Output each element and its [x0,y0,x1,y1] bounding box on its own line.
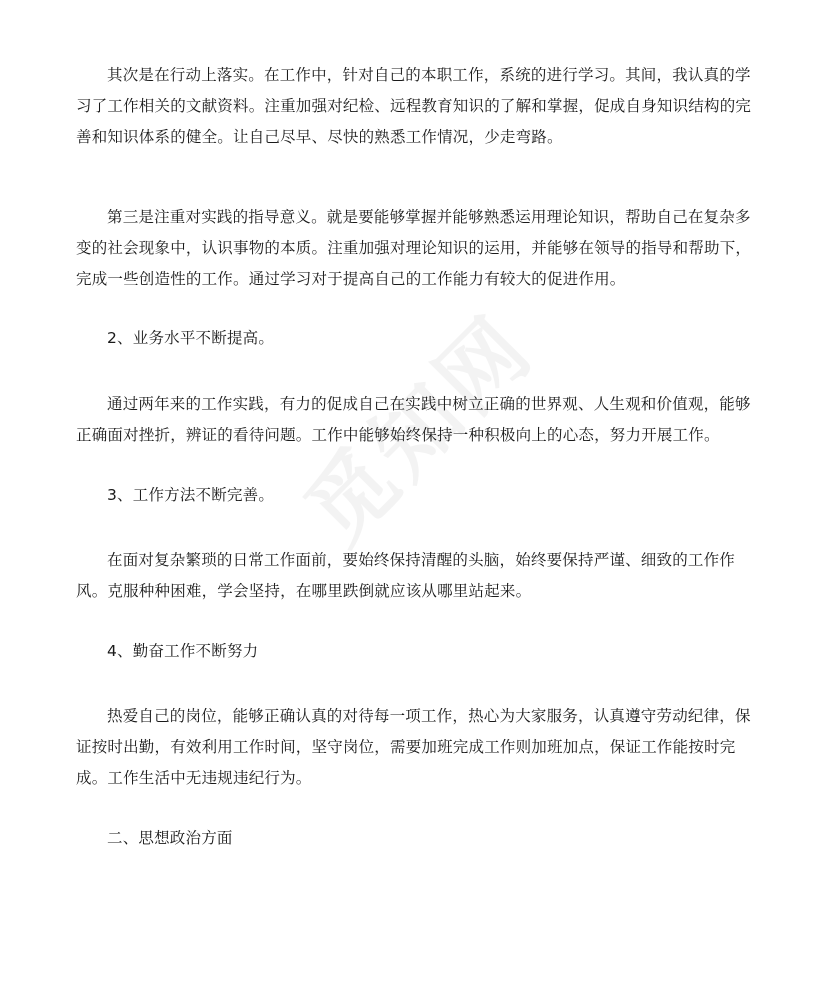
paragraph-complex-work: 在面对复杂繁琐的日常工作面前，要始终保持清醒的头脑，始终要保持严谨、细致的工作作风。克服种种困难，学会坚持，在哪里跌倒就应该从哪里站起来。 [76,551,736,600]
paragraph-action-implementation: 其次是在行动上落实。在工作中，针对自己的本职工作，系统的进行学习。其间，我认真的学习了工作相关的文献资料。注重加强对纪检、远程教育知识的了解和掌握，促成自身知识结构的完善和知识体系的健全。让自己尽早、尽快的熟悉工作情况，少走弯路。 [76,66,752,146]
paragraph-practice-guidance: 第三是注重对实践的指导意义。就是要能够掌握并能够熟悉运用理论知识，帮助自己在复杂多变的社会现象中，认识事物的本质。注重加强对理论知识的运用，并能够在领导的指导和帮助下，完成一些创造性的工作。通过学习对于提高自己的工作能力有较大的促进作用。 [76,208,752,288]
paragraph-work-practice: 通过两年来的工作实践，有力的促成自己在实践中树立正确的世界观、人生观和价值观，能够正确面对挫折，辨证的看待问题。工作中能够始终保持一种积极向上的心态，努力开展工作。 [76,395,751,444]
section-heading-business-level: 2、业务水平不断提高。 [107,329,275,347]
section-heading-political-thought: 二、思想政治方面 [107,829,233,847]
section-heading-diligent-work: 4、勤奋工作不断努力 [107,642,259,660]
section-heading-work-methods: 3、工作方法不断完善。 [107,486,275,504]
paragraph-love-position: 热爱自己的岗位，能够正确认真的对待每一项工作，热心为大家服务，认真遵守劳动纪律，保证按时出勤，有效利用工作时间，坚守岗位，需要加班完成工作则加班加点，保证工作能按时完成。工作生活中无违规违纪行为。 [76,707,751,787]
